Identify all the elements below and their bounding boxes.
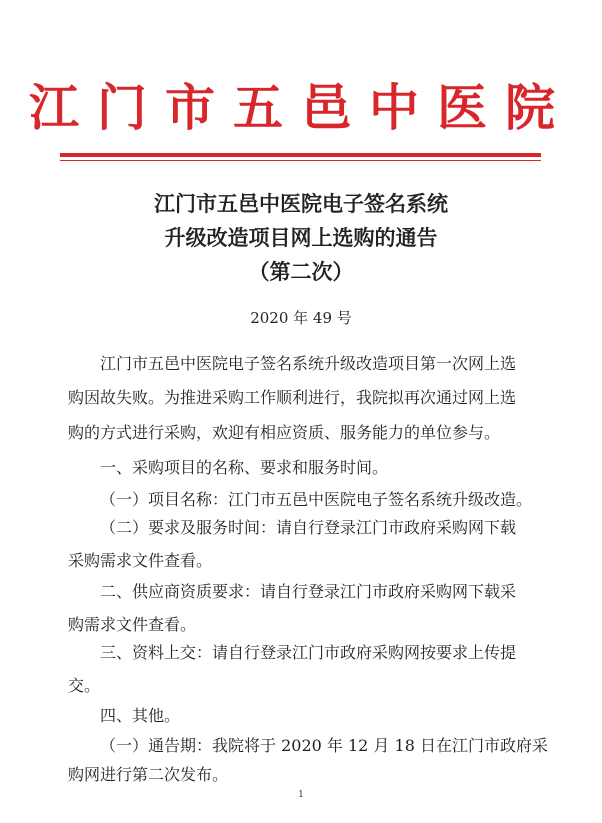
letterhead-rule-thick xyxy=(60,153,541,157)
document-title-line-2: 升级改造项目网上选购的通告 xyxy=(164,226,438,250)
section-1-item-b-line-1: （二）要求及服务时间：请自行登录江门市政府采购网下载 xyxy=(100,518,517,537)
section-4-item-a-line-1: （一）通告期：我院将于 2020 年 12 月 18 日在江门市政府采 xyxy=(100,736,548,755)
section-4-heading: 四、其他。 xyxy=(100,706,181,725)
section-1-item-a: （一）项目名称：江门市五邑中医院电子签名系统升级改造。 xyxy=(100,490,533,509)
section-2-line-2: 购需求文件查看。 xyxy=(68,615,197,634)
section-3-line-2: 交。 xyxy=(68,676,101,695)
section-1-heading: 一、采购项目的名称、要求和服务时间。 xyxy=(100,458,389,477)
section-3-line-1: 三、资料上交：请自行登录江门市政府采购网按要求上传提 xyxy=(100,643,517,662)
paragraph-intro-line-3: 购的方式进行采购，欢迎有相应资质、服务能力的单位参与。 xyxy=(68,423,501,442)
section-1-item-b-line-2: 采购需求文件查看。 xyxy=(68,551,213,570)
letterhead-rule-thin xyxy=(60,160,541,161)
page-number: 1 xyxy=(298,790,304,800)
section-2-line-1: 二、供应商资质要求：请自行登录江门市政府采购网下载采 xyxy=(100,582,517,601)
document-title-line-1: 江门市五邑中医院电子签名系统 xyxy=(154,192,448,216)
document-title-line-3: （第二次） xyxy=(248,260,354,284)
letterhead-title: 江门市五邑中医院 xyxy=(29,78,573,137)
section-4-item-a-line-2: 购网进行第二次发布。 xyxy=(68,765,229,784)
document-number: 2020 年 49 号 xyxy=(250,309,352,327)
paragraph-intro-line-1: 江门市五邑中医院电子签名系统升级改造项目第一次网上选 xyxy=(100,354,517,373)
paragraph-intro-line-2: 购因故失败。为推进采购工作顺利进行，我院拟再次通过网上选 xyxy=(68,388,517,407)
